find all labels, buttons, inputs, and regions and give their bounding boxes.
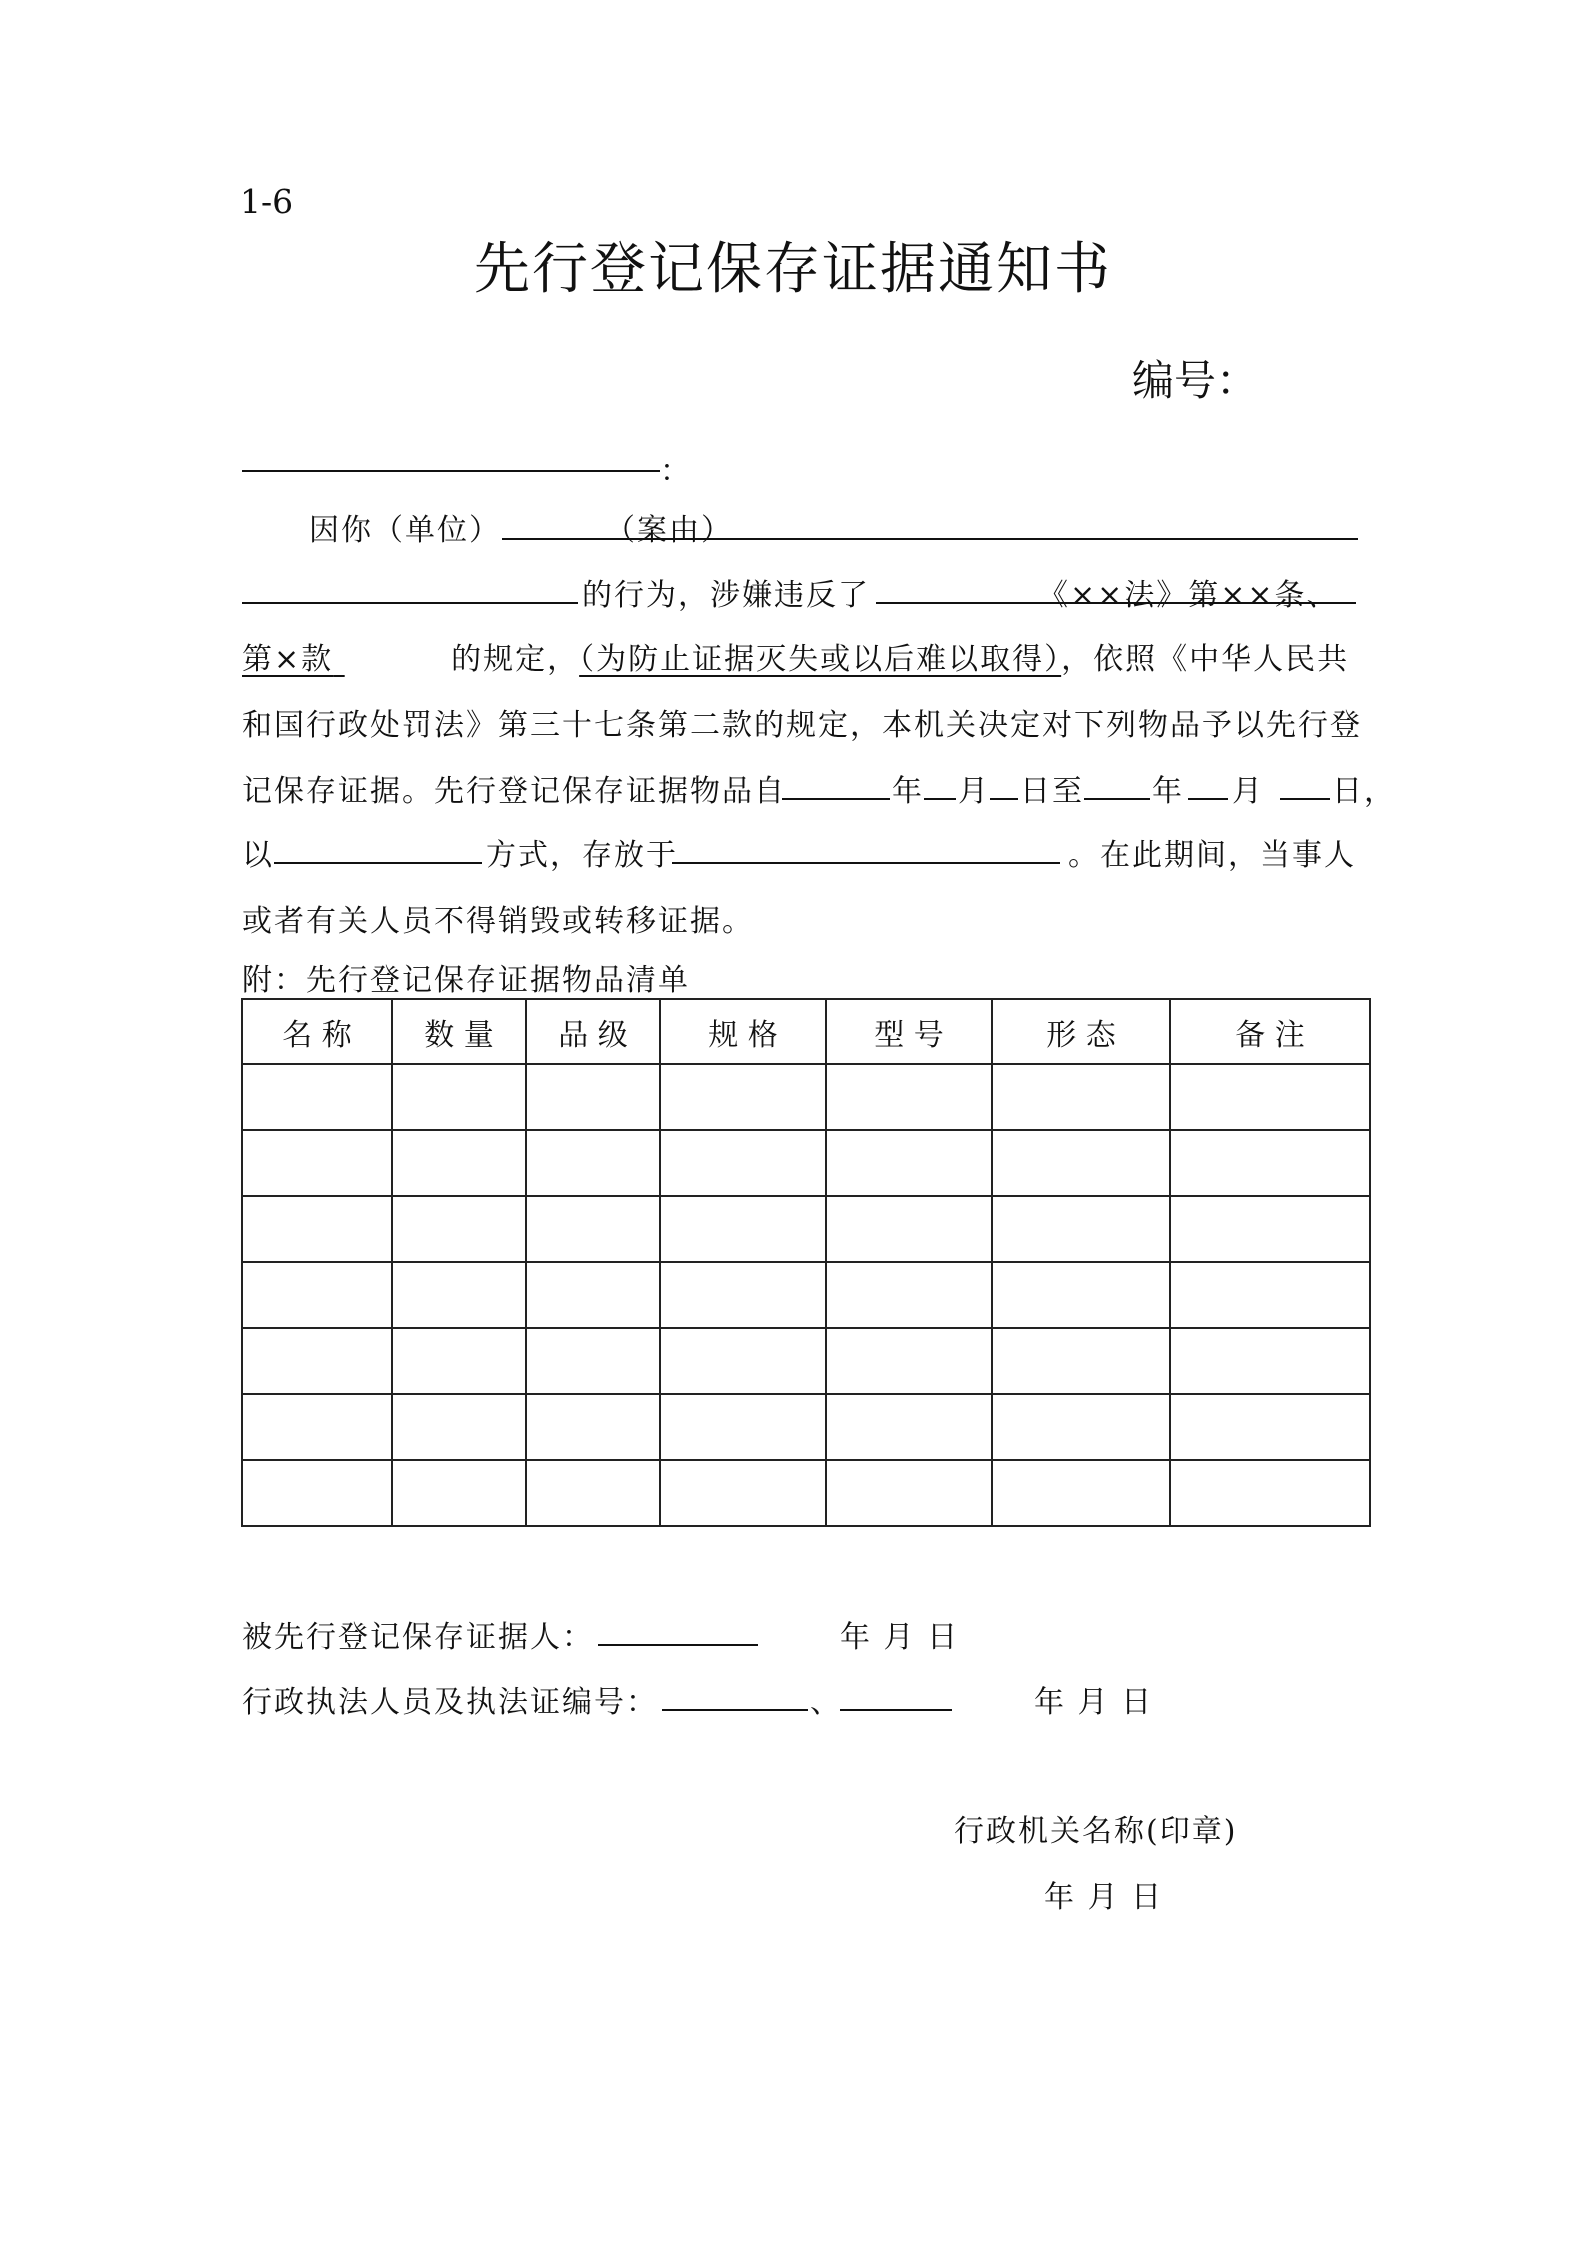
table-cell[interactable] <box>826 1394 992 1460</box>
by-label: 以 <box>242 838 274 873</box>
table-cell[interactable] <box>826 1130 992 1196</box>
table-cell[interactable] <box>392 1262 526 1328</box>
table-cell[interactable] <box>826 1064 992 1130</box>
table-body <box>242 1064 1370 1526</box>
recipient-colon: ： <box>660 454 692 489</box>
table-cell[interactable] <box>1170 1328 1370 1394</box>
period-start-text: 记保存证据。先行登记保存证据物品自 <box>242 774 786 809</box>
clause-blank[interactable] <box>333 642 451 677</box>
end-year-label: 年 <box>1152 774 1184 809</box>
table-cell[interactable] <box>242 1064 392 1130</box>
col-header-form: 形 态 <box>992 999 1170 1064</box>
page-title: 先行登记保存证据通知书 <box>474 237 1112 302</box>
officer-1-blank[interactable] <box>662 1709 808 1711</box>
conduct-blank[interactable] <box>242 602 578 604</box>
table-cell[interactable] <box>992 1394 1170 1460</box>
table-cell[interactable] <box>660 1262 826 1328</box>
table-row <box>242 1460 1370 1526</box>
officer-label: 行政执法人员及执法证编号： <box>242 1685 658 1720</box>
table-row <box>242 1262 1370 1328</box>
party-label: 因你（单位） <box>309 513 501 548</box>
col-header-spec: 规 格 <box>660 999 826 1064</box>
paragraph-line-7: 或者有关人员不得销毁或转移证据。 <box>242 904 754 939</box>
table-cell[interactable] <box>526 1460 660 1526</box>
holder-signature-blank[interactable] <box>598 1644 758 1646</box>
table-cell[interactable] <box>1170 1394 1370 1460</box>
table-cell[interactable] <box>660 1394 826 1460</box>
clause-reference: 第×款 <box>242 642 334 677</box>
table-cell[interactable] <box>992 1328 1170 1394</box>
evidence-items-table <box>241 998 1371 1527</box>
reason-text: （为防止证据灭失或以后难以取得） <box>579 642 1062 677</box>
table-cell[interactable] <box>392 1064 526 1130</box>
table-cell[interactable] <box>826 1196 992 1262</box>
table-row <box>242 1394 1370 1460</box>
table-cell[interactable] <box>660 1064 826 1130</box>
table-cell[interactable] <box>242 1460 392 1526</box>
table-cell[interactable] <box>392 1196 526 1262</box>
table-cell[interactable] <box>992 1064 1170 1130</box>
table-cell[interactable] <box>1170 1196 1370 1262</box>
table-cell[interactable] <box>526 1064 660 1130</box>
col-header-model: 型 号 <box>826 999 992 1064</box>
table-cell[interactable] <box>392 1394 526 1460</box>
table-cell[interactable] <box>660 1196 826 1262</box>
table-cell[interactable] <box>826 1460 992 1526</box>
end-month-blank[interactable] <box>1188 798 1228 800</box>
paragraph-line-1 <box>309 505 501 549</box>
table-cell[interactable] <box>1170 1064 1370 1130</box>
col-header-remarks: 备 注 <box>1170 999 1370 1064</box>
table-cell[interactable] <box>526 1262 660 1328</box>
case-cause: （案由） <box>605 513 733 548</box>
table-cell[interactable] <box>392 1460 526 1526</box>
table-cell[interactable] <box>992 1460 1170 1526</box>
regulation-text: 的规定， <box>451 642 580 677</box>
table-row <box>242 1328 1370 1394</box>
officer-separator: 、 <box>810 1685 842 1720</box>
organization-seal: 行政机关名称(印章) <box>954 1814 1238 1849</box>
table-cell[interactable] <box>392 1130 526 1196</box>
table-cell[interactable] <box>992 1262 1170 1328</box>
conduct-text: 的行为，涉嫌违反了 <box>582 578 870 613</box>
start-day-blank[interactable] <box>990 798 1018 800</box>
table-cell[interactable] <box>242 1196 392 1262</box>
table-cell[interactable] <box>826 1262 992 1328</box>
table-cell[interactable] <box>660 1328 826 1394</box>
table-cell[interactable] <box>1170 1262 1370 1328</box>
period-notice: 。在此期间，当事人 <box>1068 838 1356 873</box>
table-cell[interactable] <box>992 1130 1170 1196</box>
table-cell[interactable] <box>1170 1130 1370 1196</box>
paragraph-line-3 <box>242 634 1349 678</box>
table-cell[interactable] <box>526 1196 660 1262</box>
table-cell[interactable] <box>660 1130 826 1196</box>
month-label: 月 <box>958 774 990 809</box>
table-cell[interactable] <box>826 1328 992 1394</box>
table-cell[interactable] <box>242 1262 392 1328</box>
storage-text: 方式，存放于 <box>486 838 678 873</box>
end-day-label: 日， <box>1332 774 1396 809</box>
paragraph-line-4: 和国行政处罚法》第三十七条第二款的规定，本机关决定对下列物品予以先行登 <box>242 708 1362 743</box>
table-header-row <box>242 999 1370 1064</box>
table-row <box>242 1130 1370 1196</box>
table-cell[interactable] <box>526 1328 660 1394</box>
end-month-label: 月 <box>1232 774 1264 809</box>
officer-2-blank[interactable] <box>840 1709 952 1711</box>
legal-basis-text: ，依照《中华人民共 <box>1061 642 1350 677</box>
attachment-label: 附：先行登记保存证据物品清单 <box>242 963 690 998</box>
end-day-blank[interactable] <box>1280 798 1330 800</box>
table-cell[interactable] <box>392 1328 526 1394</box>
holder-signature-date: 年 月 日 <box>840 1620 960 1655</box>
recipient-blank[interactable] <box>242 470 660 472</box>
table-cell[interactable] <box>660 1460 826 1526</box>
document-number: 1-6 <box>240 182 294 221</box>
holder-signature-label: 被先行登记保存证据人： <box>242 1620 594 1655</box>
table-row <box>242 1196 1370 1262</box>
storage-location-blank[interactable] <box>672 862 1060 864</box>
start-year-blank[interactable] <box>782 798 890 800</box>
table-cell[interactable] <box>242 1130 392 1196</box>
table-cell[interactable] <box>526 1130 660 1196</box>
storage-mode-blank[interactable] <box>274 862 482 864</box>
officer-date: 年 月 日 <box>1034 1685 1154 1720</box>
law-reference: 《××法》第××条、 <box>1038 578 1339 613</box>
table-row <box>242 1064 1370 1130</box>
start-month-blank[interactable] <box>924 798 956 800</box>
day-to-label: 日至 <box>1020 774 1084 809</box>
end-year-blank[interactable] <box>1084 798 1150 800</box>
table-cell[interactable] <box>242 1328 392 1394</box>
organization-date: 年 月 日 <box>1044 1880 1164 1915</box>
table-cell[interactable] <box>1170 1460 1370 1526</box>
table-cell[interactable] <box>526 1394 660 1460</box>
col-header-quantity: 数 量 <box>392 999 526 1064</box>
year-label: 年 <box>892 774 924 809</box>
number-label: 编号： <box>1132 356 1259 405</box>
table-cell[interactable] <box>242 1394 392 1460</box>
col-header-name: 名 称 <box>242 999 392 1064</box>
table-cell[interactable] <box>992 1196 1170 1262</box>
col-header-grade: 品 级 <box>526 999 660 1064</box>
